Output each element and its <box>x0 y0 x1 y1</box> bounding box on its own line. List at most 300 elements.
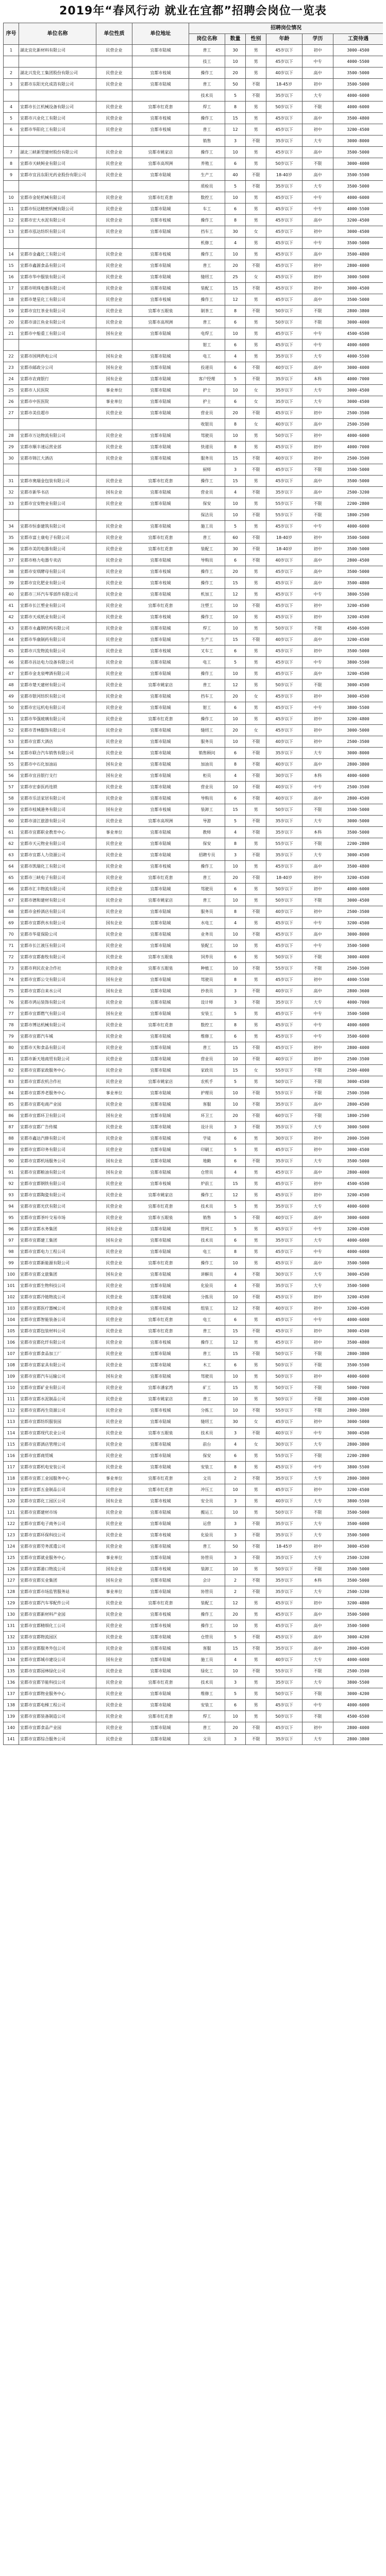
cell-company: 宜都市中石化加油站 <box>19 759 96 770</box>
cell-education: 高中 <box>303 419 333 430</box>
cell-age: 45岁以下 <box>266 1224 303 1235</box>
cell-nature <box>96 181 132 192</box>
cell-position: 导购员 <box>189 793 225 804</box>
table-row <box>4 1677 383 1688</box>
cell-address: 宜都市陆城 <box>132 555 189 566</box>
cell-nature: 事业单位 <box>96 385 132 396</box>
table-row <box>4 1178 383 1190</box>
cell-gender: 男 <box>246 1507 266 1518</box>
cell-count: 4 <box>225 487 246 498</box>
cell-position: 导购员 <box>189 555 225 566</box>
cell-company: 宜都市宜都智能装备公司 <box>19 1314 96 1326</box>
cell-count: 10 <box>225 510 246 521</box>
cell-education: 初中 <box>303 226 333 238</box>
cell-salary: 3000-5000 <box>333 816 383 827</box>
table-row <box>4 226 383 238</box>
header-company: 单位名称 <box>19 23 96 45</box>
cell-seq: 36 <box>4 544 19 555</box>
cell-nature: 民营企业 <box>96 430 132 442</box>
cell-seq: 51 <box>4 714 19 725</box>
cell-salary: 3200-4500 <box>333 918 383 929</box>
cell-age: 45岁以下 <box>266 578 303 589</box>
cell-salary: 3800-5500 <box>333 1677 383 1688</box>
cell-salary: 2500-3500 <box>333 782 383 793</box>
cell-nature: 国有企业 <box>96 1575 132 1586</box>
cell-salary: 2800-4000 <box>333 1167 383 1178</box>
cell-gender: 不限 <box>246 1586 266 1598</box>
cell-age: 50岁以下 <box>266 1688 303 1700</box>
table-row <box>4 419 383 430</box>
cell-count: 20 <box>225 408 246 419</box>
cell-seq: 42 <box>4 612 19 623</box>
table-row <box>4 532 383 544</box>
cell-age: 50岁以下 <box>266 895 303 906</box>
cell-position: 协管员 <box>189 1586 225 1598</box>
cell-company: 宜都市宜都电子商务公司 <box>19 1518 96 1530</box>
cell-seq: 13 <box>4 226 19 238</box>
cell-age: 40岁以下 <box>266 782 303 793</box>
table-row <box>4 67 383 79</box>
cell-gender: 男 <box>246 861 266 872</box>
cell-salary: 4000-7000 <box>333 374 383 385</box>
cell-address <box>132 419 189 430</box>
cell-salary: 4000-6000 <box>333 1700 383 1711</box>
cell-seq: 117 <box>4 1462 19 1473</box>
table-row <box>4 646 383 657</box>
cell-salary: 4000-6000 <box>333 1201 383 1212</box>
cell-salary: 3500-5000 <box>333 1609 383 1620</box>
cell-education: 初中 <box>303 124 333 135</box>
table-row <box>4 464 383 476</box>
cell-address: 宜都市陆城 <box>132 759 189 770</box>
cell-education: 初中 <box>303 532 333 544</box>
cell-nature: 民营企业 <box>96 1042 132 1054</box>
cell-position: 普工 <box>189 45 225 56</box>
cell-seq: 71 <box>4 940 19 952</box>
cell-salary: 3800-5500 <box>333 589 383 600</box>
cell-company: 宜都市宜安物业有限公司 <box>19 498 96 510</box>
cell-address: 宜都市陆城 <box>132 1031 189 1042</box>
cell-salary: 2500-3500 <box>333 1054 383 1065</box>
cell-count: 15 <box>225 1178 246 1190</box>
cell-nature: 民营企业 <box>96 623 132 634</box>
cell-count: 10 <box>225 56 246 67</box>
cell-seq <box>4 419 19 430</box>
cell-age: 40岁以下 <box>266 1428 303 1439</box>
cell-address: 宜都市陆城 <box>132 929 189 940</box>
cell-position: 电工 <box>189 351 225 362</box>
cell-education: 不限 <box>303 1348 333 1360</box>
cell-salary: 3000-4500 <box>333 850 383 861</box>
cell-seq: 99 <box>4 1258 19 1269</box>
cell-age: 50岁以下 <box>266 158 303 170</box>
cell-address: 宜都市五眼泉 <box>132 963 189 974</box>
cell-salary: 3000-5000 <box>333 1122 383 1133</box>
cell-company: 宜都市中医医院 <box>19 396 96 408</box>
table-row <box>4 793 383 804</box>
cell-position: 技术员 <box>189 90 225 101</box>
cell-salary: 2500-4000 <box>333 1065 383 1076</box>
cell-company: 宜都市宜都广告传媒 <box>19 1122 96 1133</box>
cell-position: 文员 <box>189 1734 225 1745</box>
table-row <box>4 1201 383 1212</box>
cell-nature: 民营企业 <box>96 1348 132 1360</box>
cell-count: 4 <box>225 1439 246 1450</box>
cell-company: 宜都市凯瑞化工有限公司 <box>19 861 96 872</box>
cell-age: 35岁以下 <box>266 850 303 861</box>
cell-count: 5 <box>225 1008 246 1020</box>
table-row <box>4 45 383 56</box>
cell-count: 10 <box>225 963 246 974</box>
cell-education: 大专 <box>303 1280 333 1292</box>
table-row <box>4 555 383 566</box>
cell-seq: 35 <box>4 532 19 544</box>
cell-nature: 民营企业 <box>96 612 132 623</box>
cell-salary: 3200-4800 <box>333 714 383 725</box>
cell-nature: 民营企业 <box>96 1428 132 1439</box>
cell-position: 机加工 <box>189 589 225 600</box>
cell-nature: 民营企业 <box>96 1099 132 1110</box>
cell-nature: 民营企业 <box>96 1416 132 1428</box>
cell-address: 宜都市陆城 <box>132 385 189 396</box>
cell-gender: 男 <box>246 1711 266 1722</box>
cell-education: 中专 <box>303 918 333 929</box>
cell-salary: 3000-6000 <box>333 1212 383 1224</box>
cell-company: 宜都市宜都园林绿化公司 <box>19 1666 96 1677</box>
cell-gender: 不限 <box>246 1473 266 1484</box>
cell-gender: 不限 <box>246 1099 266 1110</box>
table-row <box>4 476 383 487</box>
cell-company: 宜都市宜昌银行支行 <box>19 770 96 782</box>
cell-company: 宜都市宜都汽车城 <box>19 1031 96 1042</box>
cell-company: 宜都市宜都包装材料公司 <box>19 1326 96 1337</box>
cell-count: 10 <box>225 1394 246 1405</box>
cell-seq: 50 <box>4 702 19 714</box>
cell-address: 宜都市陆城 <box>132 1541 189 1552</box>
cell-seq: 97 <box>4 1235 19 1246</box>
cell-seq: 18 <box>4 294 19 306</box>
cell-position: 生产工 <box>189 170 225 181</box>
cell-age: 35岁以下 <box>266 1734 303 1745</box>
cell-address: 宜都市陆城 <box>132 634 189 646</box>
cell-seq: 130 <box>4 1609 19 1620</box>
cell-company: 宜都市宜都环卫有限公司 <box>19 1110 96 1122</box>
cell-address: 宜都市姚家店 <box>132 147 189 158</box>
cell-gender: 不限 <box>246 260 266 272</box>
cell-gender: 男 <box>246 623 266 634</box>
cell-count: 15 <box>225 1065 246 1076</box>
cell-salary: 3500-5000 <box>333 238 383 249</box>
cell-seq: 27 <box>4 408 19 419</box>
cell-count: 20 <box>225 1609 246 1620</box>
cell-seq: 137 <box>4 1688 19 1700</box>
cell-gender: 不限 <box>246 1348 266 1360</box>
cell-nature: 民营企业 <box>96 1054 132 1065</box>
cell-education: 不限 <box>303 1382 333 1394</box>
cell-count: 15 <box>225 283 246 294</box>
cell-nature: 国有企业 <box>96 918 132 929</box>
cell-address: 宜都市陆城 <box>132 498 189 510</box>
cell-company: 宜都市宜都实业集团 <box>19 1575 96 1586</box>
cell-salary: 4000-6000 <box>333 770 383 782</box>
cell-seq: 75 <box>4 986 19 997</box>
cell-age: 18-45岁 <box>266 1541 303 1552</box>
cell-count: 30 <box>225 226 246 238</box>
cell-education: 初中 <box>303 1541 333 1552</box>
cell-salary: 3200-4500 <box>333 1224 383 1235</box>
header-nature: 单位性质 <box>96 23 132 45</box>
cell-salary: 2800-4500 <box>333 793 383 804</box>
cell-gender: 男 <box>246 294 266 306</box>
cell-salary: 3500-5000 <box>333 1156 383 1167</box>
cell-gender: 不限 <box>246 736 266 748</box>
cell-seq: 1 <box>4 45 19 56</box>
cell-nature: 民营企业 <box>96 170 132 181</box>
cell-gender: 不限 <box>246 963 266 974</box>
cell-address: 宜都市枝城 <box>132 113 189 124</box>
cell-nature: 国有企业 <box>96 487 132 498</box>
table-row <box>4 782 383 793</box>
cell-address: 宜都市陆城 <box>132 1552 189 1564</box>
cell-age: 45岁以下 <box>266 328 303 340</box>
table-row <box>4 1462 383 1473</box>
cell-gender: 男 <box>246 1598 266 1609</box>
cell-nature: 事业单位 <box>96 827 132 838</box>
cell-count: 10 <box>225 1054 246 1065</box>
cell-position: 普工 <box>189 680 225 691</box>
cell-address: 宜都市陆城 <box>132 1235 189 1246</box>
cell-company: 宜都市天峡鲟业有限公司 <box>19 158 96 170</box>
cell-seq: 31 <box>4 476 19 487</box>
table-row <box>4 578 383 589</box>
cell-age: 45岁以下 <box>266 566 303 578</box>
cell-address: 宜都市高坝洲 <box>132 158 189 170</box>
cell-education: 初中 <box>303 1371 333 1382</box>
cell-age: 50岁以下 <box>266 804 303 816</box>
cell-salary: 2200-2800 <box>333 498 383 510</box>
cell-count: 8 <box>225 838 246 850</box>
cell-company <box>19 56 96 67</box>
cell-age: 45岁以下 <box>266 283 303 294</box>
cell-position: 电工 <box>189 1314 225 1326</box>
cell-nature: 民营企业 <box>96 260 132 272</box>
cell-position: 生产工 <box>189 634 225 646</box>
cell-company: 宜都市宜都物流园区 <box>19 1632 96 1643</box>
cell-position: 操作工 <box>189 215 225 226</box>
cell-age: 45岁以下 <box>266 1020 303 1031</box>
cell-salary: 4000-6000 <box>333 521 383 532</box>
cell-nature: 国有企业 <box>96 759 132 770</box>
cell-position: 数控工 <box>189 1020 225 1031</box>
cell-salary: 3500-5000 <box>333 79 383 90</box>
cell-count: 6 <box>225 204 246 215</box>
cell-position: 驾驶员 <box>189 974 225 986</box>
table-row <box>4 974 383 986</box>
cell-education: 高中 <box>303 170 333 181</box>
cell-salary: 5000-7000 <box>333 1382 383 1394</box>
cell-education: 初中 <box>303 1722 333 1734</box>
cell-address <box>132 340 189 351</box>
cell-education: 不限 <box>303 1688 333 1700</box>
cell-salary: 3800-5500 <box>333 702 383 714</box>
cell-count: 20 <box>225 1722 246 1734</box>
cell-count: 8 <box>225 1462 246 1473</box>
cell-gender: 女 <box>246 1416 266 1428</box>
cell-seq: 96 <box>4 1224 19 1235</box>
cell-seq: 141 <box>4 1734 19 1745</box>
cell-age: 45岁以下 <box>266 1326 303 1337</box>
cell-gender: 男 <box>246 442 266 453</box>
cell-company: 宜都市宜都新材料产业园 <box>19 1609 96 1620</box>
table-row <box>4 1598 383 1609</box>
cell-company: 宜都市青林服饰有限公司 <box>19 725 96 736</box>
cell-education: 大专 <box>303 385 333 396</box>
cell-age: 45岁以下 <box>266 1337 303 1348</box>
cell-seq <box>4 238 19 249</box>
cell-count: 5 <box>225 657 246 668</box>
cell-seq <box>4 510 19 521</box>
table-row <box>4 600 383 612</box>
cell-seq: 5 <box>4 113 19 124</box>
cell-age: 35岁以下 <box>266 1643 303 1654</box>
cell-nature: 国有企业 <box>96 1224 132 1235</box>
cell-salary: 2500-3200 <box>333 487 383 498</box>
cell-education: 大专 <box>303 181 333 192</box>
job-table-container <box>3 23 383 2576</box>
cell-seq: 107 <box>4 1348 19 1360</box>
table-row <box>4 1722 383 1734</box>
cell-age: 55岁以下 <box>266 510 303 521</box>
cell-gender: 男 <box>246 476 266 487</box>
cell-address <box>132 90 189 101</box>
cell-position: 运营 <box>189 1518 225 1530</box>
cell-company: 宜都市宜都纺织服装园 <box>19 1416 96 1428</box>
cell-address <box>132 510 189 521</box>
table-row <box>4 317 383 328</box>
cell-gender: 男 <box>246 45 266 56</box>
cell-salary: 2800-3800 <box>333 1405 383 1416</box>
cell-count: 25 <box>225 272 246 283</box>
cell-nature: 民营企业 <box>96 782 132 793</box>
cell-gender: 男 <box>246 1144 266 1156</box>
cell-address: 宜都市陆城 <box>132 1054 189 1065</box>
cell-company: 宜都市宜都农机合作社 <box>19 1076 96 1088</box>
cell-seq: 118 <box>4 1473 19 1484</box>
cell-address: 宜都市陆城 <box>132 748 189 759</box>
cell-nature: 民营企业 <box>96 793 132 804</box>
cell-position: 收银员 <box>189 419 225 430</box>
cell-seq: 85 <box>4 1099 19 1110</box>
table-row <box>4 725 383 736</box>
cell-company: 宜都市宜都物业服务中心 <box>19 1688 96 1700</box>
cell-nature: 民营企业 <box>96 736 132 748</box>
cell-position: 装配工 <box>189 940 225 952</box>
cell-address: 宜都市陆城 <box>132 1303 189 1314</box>
cell-count: 3 <box>225 1496 246 1507</box>
cell-education: 中专 <box>303 940 333 952</box>
cell-seq: 2 <box>4 67 19 79</box>
cell-gender: 不限 <box>246 793 266 804</box>
cell-nature: 民营企业 <box>96 1541 132 1552</box>
cell-gender: 男 <box>246 351 266 362</box>
cell-company: 宜都市宜都公交有限公司 <box>19 974 96 986</box>
cell-company: 宜都市乐活家居有限公司 <box>19 793 96 804</box>
cell-nature: 民营企业 <box>96 725 132 736</box>
cell-company: 宜都市宜都新能源有限公司 <box>19 1258 96 1269</box>
cell-gender: 男 <box>246 498 266 510</box>
cell-gender: 男 <box>246 646 266 657</box>
cell-nature: 民营企业 <box>96 929 132 940</box>
table-row <box>4 736 383 748</box>
cell-company: 宜都市宜都装备制造公司 <box>19 1711 96 1722</box>
cell-position: 普工 <box>189 124 225 135</box>
cell-salary: 2200-2800 <box>333 1450 383 1462</box>
cell-salary: 3000-4000 <box>333 952 383 963</box>
cell-address: 宜都市陆城 <box>132 374 189 385</box>
cell-education: 不限 <box>303 838 333 850</box>
cell-address: 宜都市枝城 <box>132 67 189 79</box>
cell-salary: 4000-6000 <box>333 1314 383 1326</box>
cell-education: 高中 <box>303 578 333 589</box>
cell-position: 操作工 <box>189 476 225 487</box>
cell-salary: 3500-5000 <box>333 181 383 192</box>
cell-salary: 3500-5000 <box>333 147 383 158</box>
cell-age: 40岁以下 <box>266 793 303 804</box>
cell-company: 宜都市华夏保险公司 <box>19 929 96 940</box>
cell-nature: 民营企业 <box>96 1314 132 1326</box>
cell-address: 宜都市陆城 <box>132 782 189 793</box>
cell-address: 宜都市红花套 <box>132 1711 189 1722</box>
table-row <box>4 192 383 204</box>
cell-seq: 76 <box>4 997 19 1008</box>
cell-education: 大专 <box>303 1496 333 1507</box>
cell-address: 宜都市五眼泉 <box>132 306 189 317</box>
cell-salary: 4000-5500 <box>333 56 383 67</box>
cell-address: 宜都市枝城 <box>132 1564 189 1575</box>
cell-age: 45岁以下 <box>266 1632 303 1643</box>
cell-salary: 3500-5000 <box>333 476 383 487</box>
cell-position: 会计 <box>189 1575 225 1586</box>
table-row <box>4 940 383 952</box>
cell-salary: 3200-4500 <box>333 1303 383 1314</box>
cell-gender: 男 <box>246 1190 266 1201</box>
cell-nature: 民营企业 <box>96 691 132 702</box>
cell-count: 10 <box>225 498 246 510</box>
cell-position: 分拣员 <box>189 1292 225 1303</box>
cell-salary: 4500-6500 <box>333 1711 383 1722</box>
cell-salary: 3500-4800 <box>333 1337 383 1348</box>
cell-gender: 不限 <box>246 453 266 464</box>
cell-education: 中专 <box>303 1314 333 1326</box>
cell-salary: 3000-4200 <box>333 1632 383 1643</box>
cell-seq: 33 <box>4 498 19 510</box>
cell-nature: 民营企业 <box>96 283 132 294</box>
table-row <box>4 748 383 759</box>
cell-gender: 男 <box>246 238 266 249</box>
cell-position: 操作工 <box>189 67 225 79</box>
cell-nature: 国有企业 <box>96 1269 132 1280</box>
cell-age: 45岁以下 <box>266 861 303 872</box>
cell-salary: 4000-7000 <box>333 997 383 1008</box>
table-row <box>4 510 383 521</box>
cell-nature: 民营企业 <box>96 79 132 90</box>
cell-seq: 6 <box>4 124 19 135</box>
table-row <box>4 702 383 714</box>
cell-education: 中专 <box>303 1700 333 1711</box>
cell-gender: 男 <box>246 1371 266 1382</box>
cell-count: 6 <box>225 1360 246 1371</box>
cell-company: 宜都市清江旅游有限公司 <box>19 816 96 827</box>
